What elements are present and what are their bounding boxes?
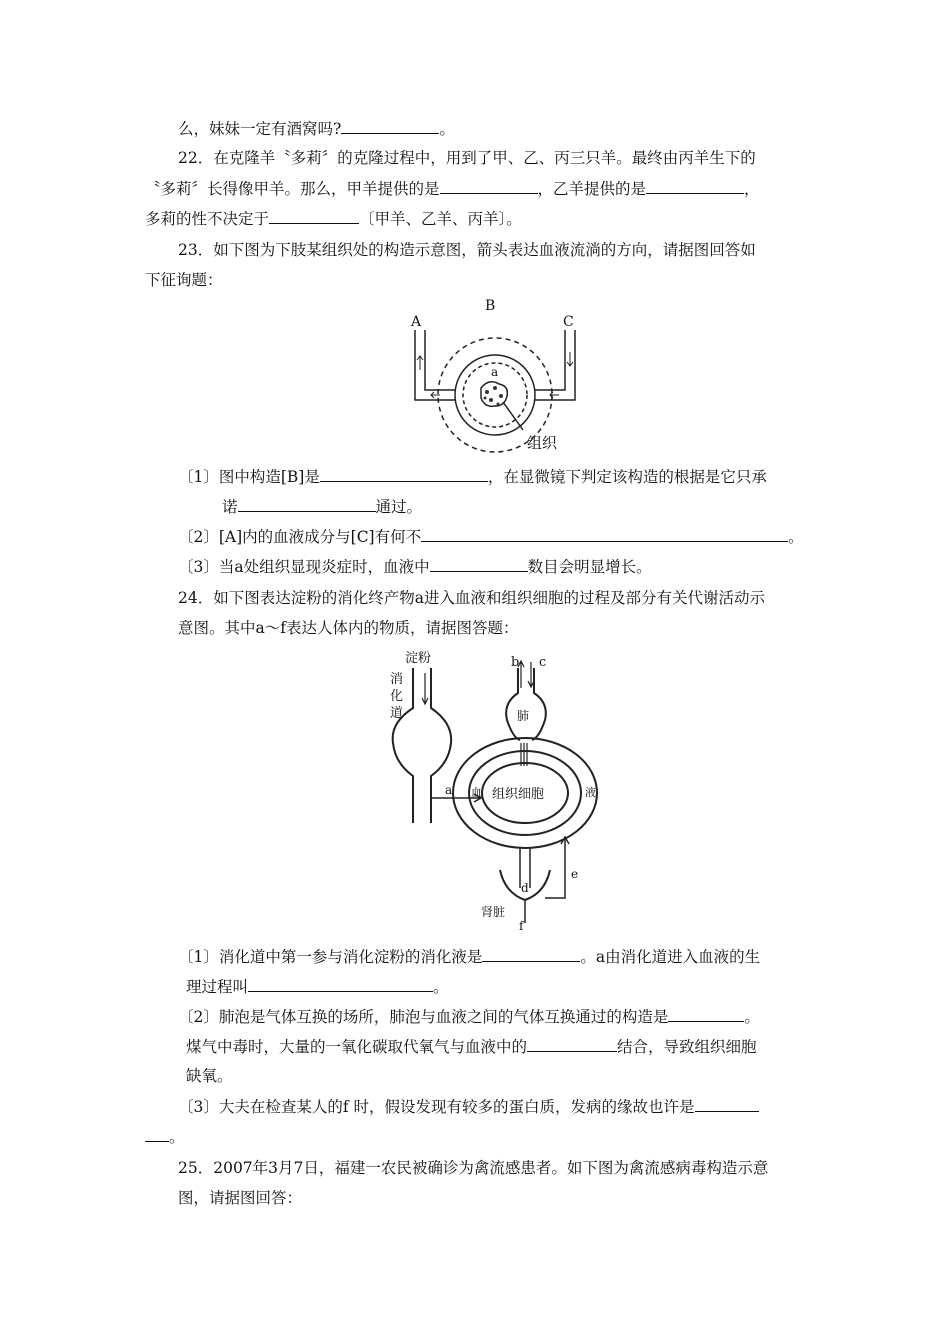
answer-blank[interactable] bbox=[430, 556, 528, 572]
q21-tail: 么，妹妹一定有酒窝吗? 。 bbox=[178, 120, 455, 138]
label-tissue-cell: 组织细胞 bbox=[492, 787, 545, 802]
label-d: d bbox=[521, 881, 529, 895]
q24-s1-line1: 〔1〕消化道中第一参与消化淀粉的消化液是 。a由消化道进入血液的生 bbox=[178, 948, 761, 966]
lung-right bbox=[532, 668, 546, 740]
label-a-vessel: A bbox=[411, 314, 422, 330]
q24-s3-line1: 〔3〕大夫在检查某人的f 时，假设发现有较多的蛋白质，发病的缘故也许是 bbox=[178, 1096, 759, 1117]
q24-s3-line2: 。 bbox=[145, 1126, 185, 1147]
q24-line1: 24．如下图表达淀粉的消化终产物a进入血液和组织细胞的过程及部分有关代谢活动示 bbox=[178, 589, 765, 607]
arrow-down-icon bbox=[422, 673, 428, 704]
label-tract-1: 消 bbox=[390, 672, 404, 687]
q24-s2-line2: 煤气中毒时，大量的一氧化碳取代氧气与血液中的 结合，导致组织细胞 bbox=[186, 1038, 757, 1056]
answer-blank[interactable] bbox=[440, 178, 538, 194]
lung-left bbox=[506, 668, 520, 740]
label-e: e bbox=[571, 867, 579, 881]
answer-blank[interactable] bbox=[269, 208, 359, 224]
label-kidney: 肾脏 bbox=[481, 905, 506, 919]
label-tract-3: 道 bbox=[390, 706, 404, 721]
q23-line2: 下征询题： bbox=[145, 271, 223, 289]
label-f: f bbox=[519, 919, 524, 933]
q24-s1-line2: 理过程叫 。 bbox=[186, 978, 449, 996]
q23-s1-line2: 诺 通过。 bbox=[222, 498, 423, 516]
answer-blank[interactable] bbox=[527, 1036, 617, 1052]
label-tract-2: 化 bbox=[390, 689, 404, 704]
answer-blank[interactable] bbox=[320, 466, 488, 482]
q23-s1-line1: 〔1〕图中构造[B]是 ，在显微镜下判定该构造的根据是它只承 bbox=[178, 468, 767, 486]
q22-line1: 22．在克隆羊〝多莉〞的克隆过程中，用到了甲、乙、丙三只羊。最终由丙羊生下的 bbox=[178, 149, 756, 167]
label-a: a bbox=[445, 783, 453, 797]
label-starch: 淀粉 bbox=[405, 651, 432, 666]
label-tissue: 组织 bbox=[527, 434, 558, 452]
q23-s3: 〔3〕当a处组织显现炎症时，血液中 数目会明显增长。 bbox=[178, 558, 652, 576]
answer-blank[interactable] bbox=[145, 1126, 169, 1142]
answer-blank[interactable] bbox=[248, 976, 433, 992]
answer-blank[interactable] bbox=[341, 118, 439, 134]
arrow-down-icon bbox=[567, 352, 573, 366]
q23-s2: 〔2〕[A]内的血液成分与[C]有何不 。 bbox=[178, 528, 804, 546]
answer-blank[interactable] bbox=[668, 1006, 744, 1022]
answer-blank[interactable] bbox=[482, 946, 580, 962]
answer-blank[interactable] bbox=[695, 1096, 759, 1112]
q23-line1: 23．如下图为下肢某组织处的构造示意图，箭头表达血液流淌的方向，请据图回答如 bbox=[178, 241, 756, 259]
capillary-diagram bbox=[395, 290, 595, 460]
digestive-tract-right bbox=[431, 668, 451, 823]
q24-s2-line1: 〔2〕肺泡是气体互换的场所，肺泡与血液之间的气体互换通过的构造是 。 bbox=[178, 1008, 760, 1026]
label-c-vessel: C bbox=[563, 314, 574, 330]
label-b: B bbox=[485, 298, 496, 314]
q25-line2: 图，请据图回答： bbox=[178, 1189, 303, 1207]
label-blood: 血 bbox=[471, 786, 482, 799]
arrow-up-icon bbox=[417, 356, 423, 370]
q25-line1: 25．2007年3月7日，福建一农民被确诊为禽流感患者。如下图为禽流感病毒构造示意 bbox=[178, 1159, 769, 1177]
label-b: b bbox=[511, 655, 520, 670]
label-a-tissue: a bbox=[491, 365, 499, 379]
answer-blank[interactable] bbox=[421, 526, 788, 542]
digestion-diagram bbox=[385, 648, 615, 933]
label-fluid: 液 bbox=[585, 786, 596, 799]
answer-blank[interactable] bbox=[238, 496, 376, 512]
label-lung: 肺 bbox=[517, 709, 530, 723]
q24-line2: 意图。其中a～f表达人体内的物质，请据图答题： bbox=[178, 619, 519, 637]
answer-blank[interactable] bbox=[646, 178, 744, 194]
q22-line3: 多莉的性不决定于 〔甲羊、乙羊、丙羊〕。 bbox=[145, 210, 522, 228]
q22-line2: 〝多莉〞长得像甲羊。那么，甲羊提供的是 ，乙羊提供的是 ， bbox=[145, 180, 760, 198]
label-c-top: c bbox=[539, 655, 547, 670]
q24-s2-line3: 缺氧。 bbox=[186, 1067, 233, 1085]
